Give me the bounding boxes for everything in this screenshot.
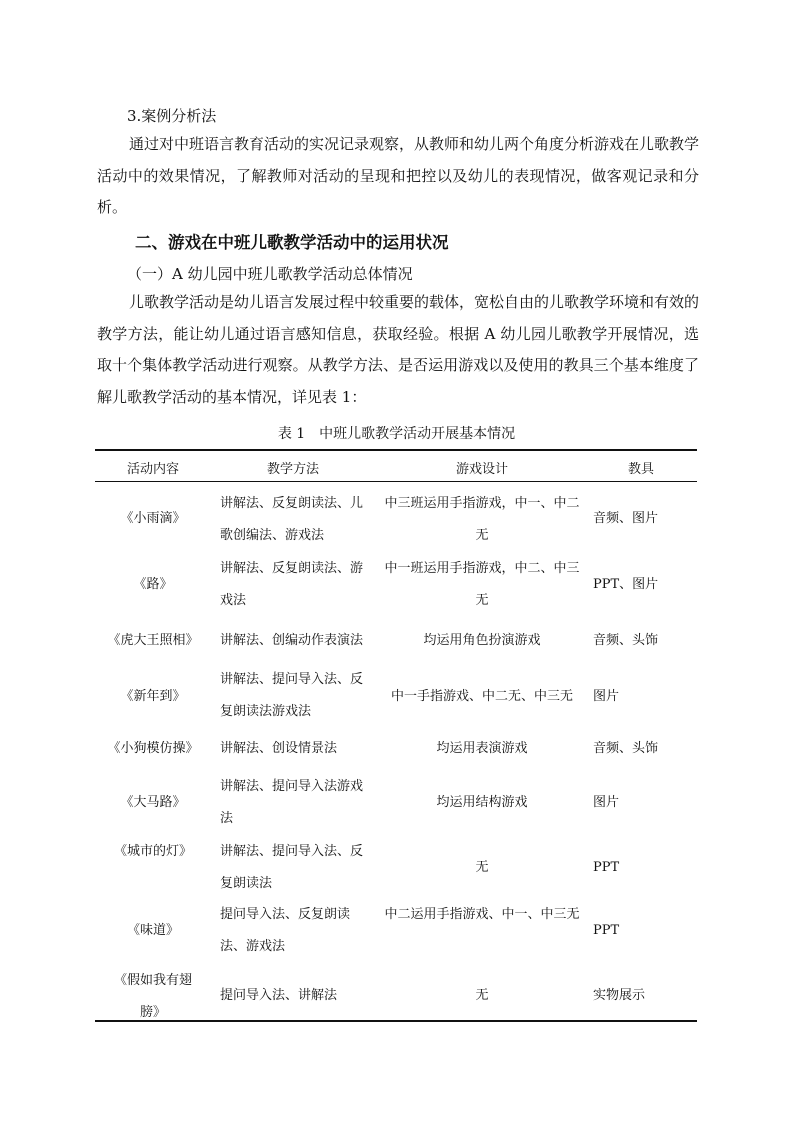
table-row-4-game: 中一手指游戏、中二无、中三无 [390,689,573,704]
table-row-4-method: 讲解法、提问导入法、反复朗读法游戏法 [220,672,364,719]
table-row-7-method: 讲解法、提问导入法、反复朗读法 [220,844,364,891]
table-row-1-tool: 音频、图片 [593,511,659,526]
table-row-8-method: 提问导入法、反复朗读法、游戏法 [220,907,351,954]
table-row-6-game: 均运用结构游戏 [436,795,528,810]
table-row-5-game: 均运用表演游戏 [436,741,528,756]
table-header-tool: 教具 [627,462,654,477]
paragraph-case-analysis [97,129,699,224]
table-row-1-game: 中三班运用手指游戏，中一、中二无 [384,496,580,543]
table-header-method: 教学方法 [266,462,319,477]
table-row-1-activity: 《小雨滴》 [120,511,186,526]
table-row-2-tool: PPT、图片 [593,577,659,592]
table-row-5-tool: 音频、头饰 [593,741,659,756]
table-row-6-method: 讲解法、提问导入法游戏法 [220,779,364,826]
table-title: 中班儿歌教学活动开展基本情况 [319,426,516,442]
table-row-3-method: 讲解法、创编动作表演法 [220,633,364,648]
chapter-heading: 二、游戏在中班儿歌教学活动中的运用状况 [135,233,449,252]
table-row-3-game: 均运用角色扮演游戏 [423,633,541,648]
table-row-7-game: 无 [475,860,489,875]
table-row-9-activity: 《假如我有翅膀》 [113,973,192,1020]
table-row-9-game: 无 [475,988,489,1003]
subsection-heading: （一）A 幼儿园中班儿歌教学活动总体情况 [127,265,413,283]
paragraph-overview [97,287,699,413]
table-row-6-tool: 图片 [593,795,620,810]
table-header-activity: 活动内容 [126,462,179,477]
table-row-7-tool: PPT [593,860,620,875]
table-row-6-activity: 《大马路》 [120,795,186,810]
table-row-2-method: 讲解法、反复朗读法、游戏法 [220,561,364,608]
table-row-9-method: 提问导入法、讲解法 [220,988,338,1003]
table-row-8-activity: 《味道》 [126,923,179,938]
table-header-rule [95,481,697,482]
table-top-rule [95,449,697,451]
table-row-8-tool: PPT [593,923,620,938]
section-heading-case-analysis: 3.案例分析法 [127,107,217,125]
table-row-3-tool: 音频、头饰 [593,633,659,648]
paragraph-overview-text: 儿歌教学活动是幼儿语言发展过程中较重要的载体，宽松自由的儿歌教学环境和有效的教学方法，能让幼儿通过语言感知信息，获取经验。根据 A 幼儿园儿歌教学开展情况，选取十个集体教学活动进行观察。从教学方法、是否运用游戏以及使用的教具三个基本维度了解儿歌教学活动的基本情况，详见表 1： [97,293,700,406]
table-row-5-activity: 《小狗模仿操》 [107,741,199,756]
table-row-2-activity: 《路》 [133,577,173,592]
table-row-5-method: 讲解法、创设情景法 [220,741,338,756]
table-bottom-rule [95,1020,697,1022]
table-row-2-game: 中一班运用手指游戏，中二、中三无 [384,561,580,608]
table-number: 表 1 [277,426,306,442]
table-row-4-activity: 《新年到》 [120,689,186,704]
table-caption [0,424,793,444]
table-row-7-activity: 《城市的灯》 [113,844,192,859]
table-row-3-activity: 《虎大王照相》 [107,633,199,648]
table-row-8-game: 中二运用手指游戏、中一、中三无 [384,907,580,922]
table-row-9-tool: 实物展示 [593,988,646,1003]
table-row-4-tool: 图片 [593,689,620,704]
table-header-game: 游戏设计 [455,462,508,477]
paragraph-case-analysis-text: 通过对中班语言教育活动的实况记录观察，从教师和幼儿两个角度分析游戏在儿歌教学活动中的效果情况，了解教师对活动的呈现和把控以及幼儿的表现情况，做客观记录和分析。 [97,135,700,216]
table-row-1-method: 讲解法、反复朗读法、儿歌创编法、游戏法 [220,496,364,543]
